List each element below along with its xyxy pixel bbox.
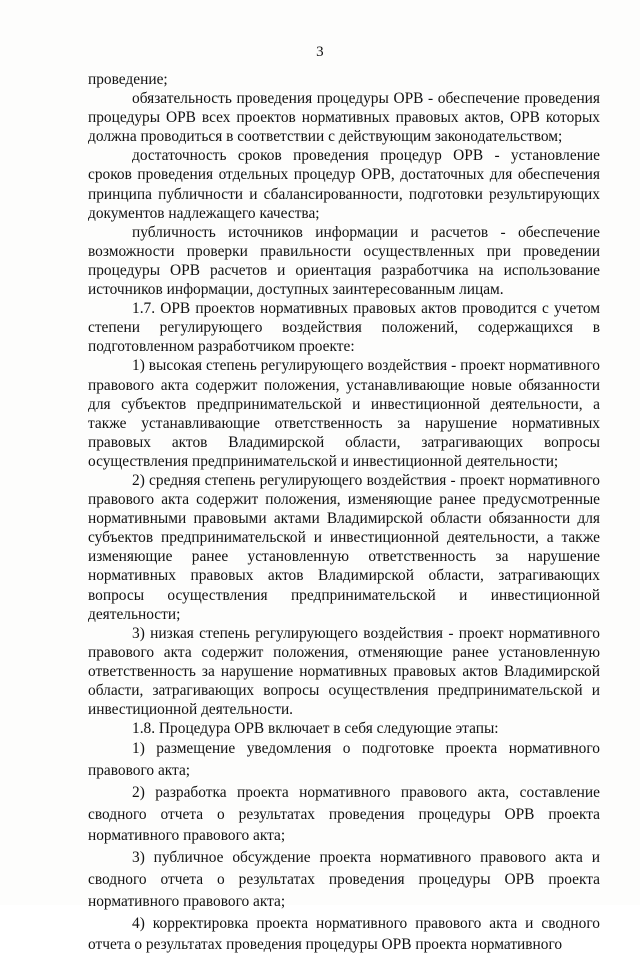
paragraph-sufficient-terms: достаточность сроков проведения процедур ОРВ - установление сроков проведения отдельных процедур ОРВ, достаточных для обеспечения принципа публичности и сбалансированности, подготовки результирующих документов надлежащего качества; bbox=[88, 147, 600, 222]
page-number: 3 bbox=[316, 44, 324, 60]
list-item-stage-1: 1) размещение уведомления о подготовке проекта нормативного правового акта; bbox=[88, 740, 600, 780]
list-item-high-degree: 1) высокая степень регулирующего воздействия - проект нормативного правового акта содержит положения, устанавливающие новые обязанности для субъектов предпринимательской и инвестиционной деятельности, а также устанавливающие ответственность за нарушение нормативных правовых актов Владимирской области, затрагивающих вопросы осуществления предпринимательской и инвестиционной деятельности; bbox=[88, 357, 600, 470]
paragraph-publicity-sources: публичность источников информации и расчетов - обеспечение возможности проверки правильности осуществленных при проведении процедуры ОРВ расчетов и ориентация разработчика на использование источников информации, доступных заинтересованным лицам. bbox=[88, 223, 600, 299]
paragraph-mandatory-orv: обязательность проведения процедуры ОРВ - обеспечение проведения процедуры ОРВ всех проектов нормативных правовых актов, ОРВ которых должна проводиться в соответствии с действующим законодательством; bbox=[88, 90, 600, 146]
list-item-stage-2: 2) разработка проекта нормативного правового акта, составление сводного отчета о результатах проведения процедуры ОРВ проекта нормативного правового акта; bbox=[88, 783, 600, 845]
list-item-medium-degree: 2) средняя степень регулирующего воздействия - проект нормативного правового акта содержит положения, изменяющие ранее предусмотренные нормативными правовыми актами Владимирской области обязанности для субъектов предпринимательской и инвестиционной деятельности, а также изменяющие ранее установленную ответственность за нарушение нормативных правовых актов Владимирской области, затрагивающих вопросы осуществления предпринимательской и инвестиционной деятельности; bbox=[88, 471, 600, 623]
list-item-low-degree: 3) низкая степень регулирующего воздействия - проект нормативного правового акта содержит положения, отменяющие ранее установленную ответственность за нарушение нормативных правовых актов Владимирской области, затрагивающих вопросы осуществления предпринимательской и инвестиционной деятельности. bbox=[88, 624, 600, 719]
paragraph-section-1-7: 1.7. ОРВ проектов нормативных правовых актов проводится с учетом степени регулирующего воздействия положений, содержащихся в подготовленном разработчиком проекте: bbox=[88, 300, 600, 356]
list-item-stage-4: 4) корректировка проекта нормативного правового акта и сводного отчета о результатах проведения процедуры ОРВ проекта нормативного bbox=[88, 914, 600, 954]
document-body bbox=[88, 70, 600, 956]
paragraph-continuation: проведение; bbox=[88, 71, 168, 88]
paragraph-section-1-8: 1.8. Процедура ОРВ включает в себя следующие этапы: bbox=[132, 720, 499, 738]
list-item-stage-3: 3) публичное обсуждение проекта нормативного правового акта и сводного отчета о результатах проведения процедуры ОРВ проекта нормативного правового акта; bbox=[88, 849, 600, 910]
